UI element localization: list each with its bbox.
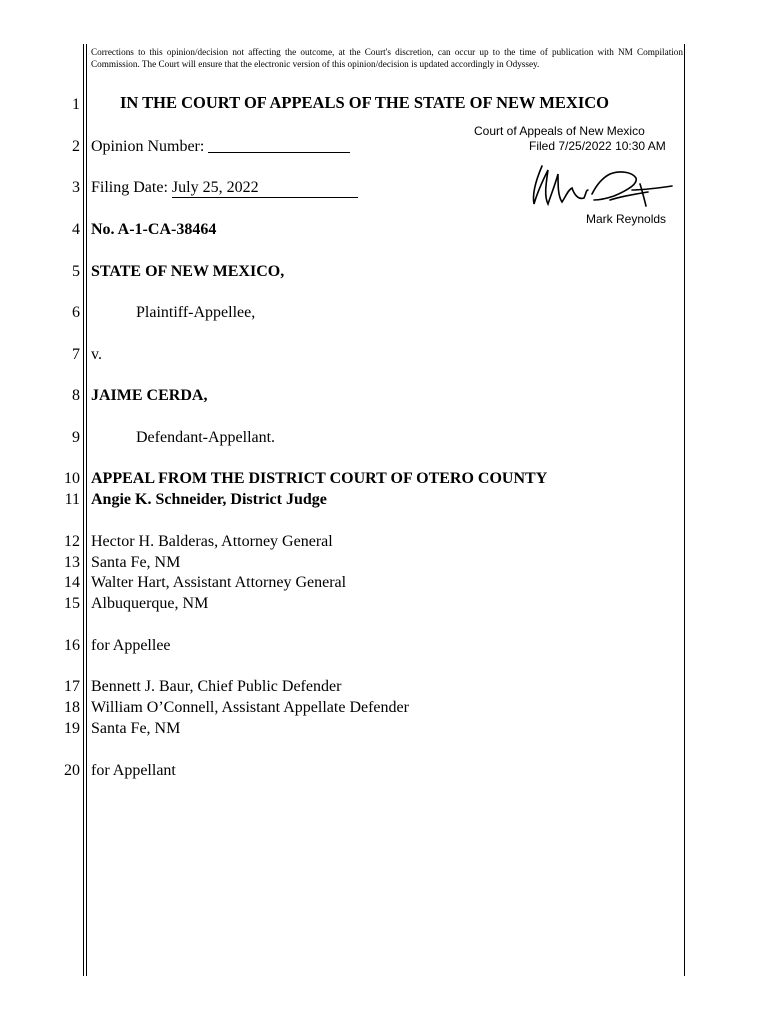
filing-date-row: [91, 177, 358, 199]
line-number: 9: [72, 429, 80, 446]
opinion-number-label: Opinion Number:: [91, 138, 205, 155]
line-number: 6: [72, 304, 80, 321]
line-number: 11: [64, 491, 80, 508]
line-number: 10: [64, 470, 80, 487]
district-judge: Angie K. Schneider, District Judge: [91, 491, 327, 508]
line-number: 16: [64, 637, 80, 654]
line-number: 3: [72, 179, 80, 196]
counsel-line: Santa Fe, NM: [91, 554, 181, 571]
line-number: 18: [64, 699, 80, 716]
counsel-line: Albuquerque, NM: [91, 595, 209, 612]
line-number: 14: [64, 574, 80, 591]
counsel-line: William O’Connell, Assistant Appellate Defender: [91, 699, 409, 716]
line-number: 8: [72, 387, 80, 404]
line-number: 1: [72, 96, 80, 113]
versus: v.: [91, 346, 102, 363]
stamp-filed: Filed 7/25/2022 10:30 AM: [529, 139, 666, 153]
opinion-number-blank: [208, 136, 350, 153]
line-number: 17: [64, 678, 80, 695]
line-number: 5: [72, 263, 80, 280]
left-margin-rule: [83, 44, 84, 976]
line-number: 13: [64, 554, 80, 571]
corrections-notice: Corrections to this opinion/decision not affecting the outcome, at the Court's discretion, can occur up to the time of publication with NM Compilation Commission. The Court will ensure that the electronic version of this opinion/decision is updated accordingly in Odyssey.: [91, 47, 683, 69]
counsel-line: Hector H. Balderas, Attorney General: [91, 533, 333, 550]
line-number: 7: [72, 346, 80, 363]
stamp-court: Court of Appeals of New Mexico: [474, 124, 645, 138]
counsel-line: Santa Fe, NM: [91, 720, 181, 737]
line-number: 2: [72, 138, 80, 155]
right-margin-rule: [684, 44, 685, 976]
case-number: No. A-1-CA-38464: [91, 221, 217, 238]
filing-date-value: July 25, 2022: [172, 179, 358, 198]
filing-date-label: Filing Date:: [91, 179, 168, 196]
left-margin-rule-inner: [86, 44, 87, 976]
line-number: 19: [64, 720, 80, 737]
line-number: 12: [64, 533, 80, 550]
appeal-heading: APPEAL FROM THE DISTRICT COURT OF OTERO COUNTY: [91, 470, 548, 487]
defendant-role: Defendant-Appellant.: [136, 429, 276, 446]
stamp-signer: Mark Reynolds: [586, 212, 667, 226]
court-title: IN THE COURT OF APPEALS OF THE STATE OF NEW MEXICO: [120, 93, 610, 112]
opinion-number-row: [91, 136, 350, 158]
plaintiff-name: STATE OF NEW MEXICO,: [91, 263, 285, 280]
line-number: 15: [64, 595, 80, 612]
for-appellant: for Appellant: [91, 762, 176, 779]
for-appellee: for Appellee: [91, 637, 171, 654]
defendant-name: JAIME CERDA,: [91, 387, 208, 404]
counsel-line: Bennett J. Baur, Chief Public Defender: [91, 678, 342, 695]
plaintiff-role: Plaintiff-Appellee,: [136, 304, 256, 321]
line-number: 4: [72, 221, 80, 238]
signature-image: [528, 160, 676, 212]
counsel-line: Walter Hart, Assistant Attorney General: [91, 574, 347, 591]
line-number: 20: [64, 762, 80, 779]
